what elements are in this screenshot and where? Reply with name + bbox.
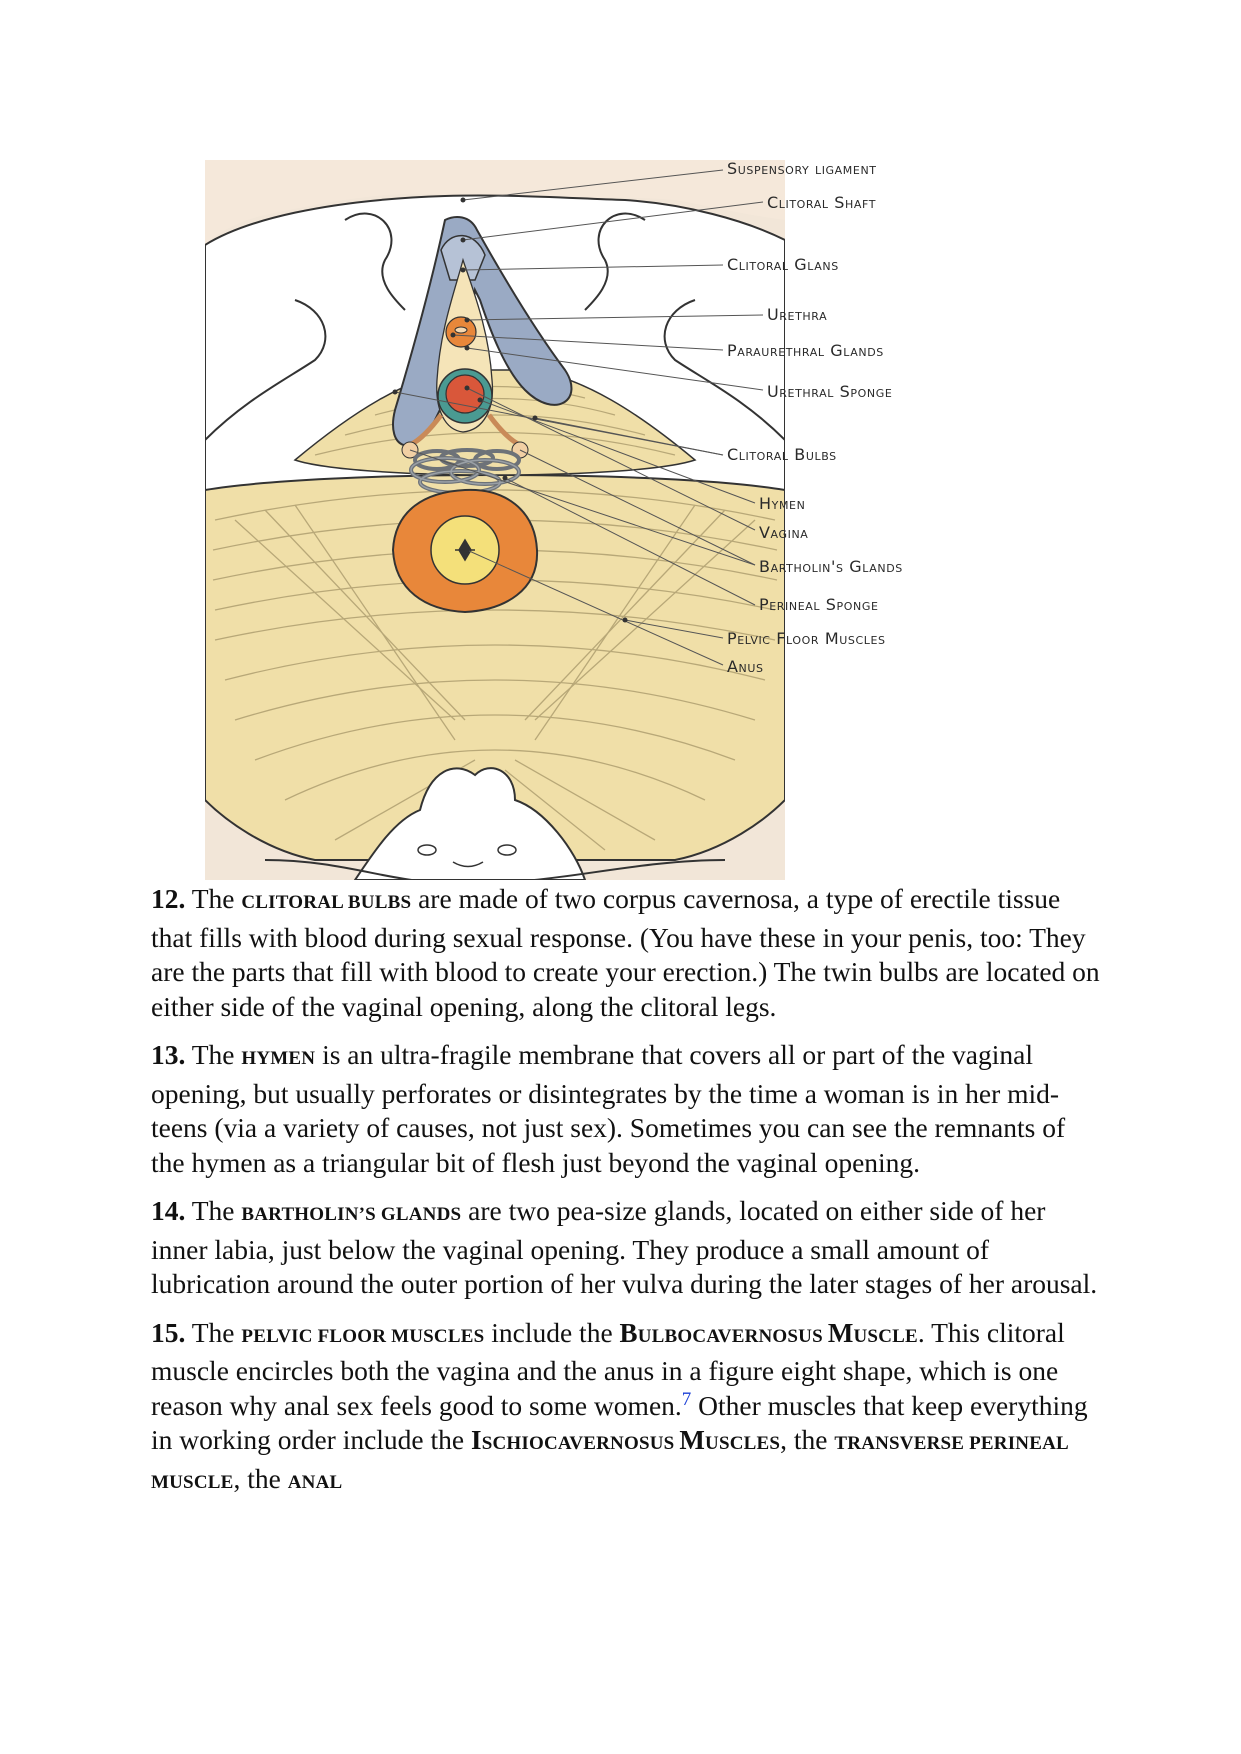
label-pelvic-floor-muscles: Pelvic Floor Muscles [727, 629, 886, 648]
label-urethra: Urethra [767, 305, 828, 324]
footnote-link[interactable]: 7 [681, 1388, 692, 1410]
label-bartholins-glands: Bartholin's Glands [759, 557, 903, 576]
text-run: The [185, 883, 242, 914]
term-bartholins-glands: BARTHOLIN’S GLANDS [241, 1204, 462, 1225]
text-run: are two pea-size glands, located on either side of her inner labia, just below the vaginal opening. They produce a small amount of lubrication around the outer portion of her vulva during the later stages of her arousal. [151, 1195, 1098, 1299]
text-run: Other muscles that keep everything in working order include the [151, 1389, 1088, 1455]
term-clitoral-bulbs: CLITORAL BULBS [241, 892, 412, 913]
term-initial: I [470, 1425, 482, 1455]
urethral-opening [455, 327, 467, 333]
item-number: 13. [151, 1039, 186, 1070]
text-run: include the [484, 1316, 620, 1348]
text-run: The [185, 1195, 242, 1226]
term-ischiocavernosus-muscles [470, 1425, 781, 1455]
label-perineal-sponge: Perineal Sponge [759, 595, 879, 614]
label-vagina: Vagina [759, 523, 809, 542]
term-pelvic-floor-muscles: PELVIC FLOOR MUSCLES [241, 1325, 485, 1347]
body-text [151, 882, 1101, 1514]
term-hymen: HYMEN [241, 1048, 316, 1069]
item-number: 15. [151, 1316, 186, 1348]
text-run: , the [233, 1462, 288, 1494]
anatomy-illustration [205, 160, 1065, 880]
term-transverse-perineal-muscle: TRANSVERSE PERINEAL MUSCLE [151, 1433, 1068, 1493]
paragraph-13 [151, 1038, 1101, 1180]
text-run: . This clitoral muscle encircles both the vagina and the anus in a figure eight shape, which is one reason why anal sex feels good to some women. [151, 1316, 1065, 1421]
term-initial: M [827, 1317, 854, 1348]
term-rest: USCLES [705, 1433, 781, 1454]
item-number: 12. [151, 883, 186, 914]
label-clitoral-bulbs: Clitoral Bulbs [727, 445, 837, 464]
term-initial: B [619, 1317, 638, 1348]
label-clitoral-shaft: Clitoral Shaft [767, 193, 877, 212]
label-clitoral-glans: Clitoral Glans [727, 255, 839, 274]
text-run: The [185, 1039, 242, 1070]
label-paraurethral-glands: Paraurethral Glands [727, 341, 884, 360]
term-initial: M [679, 1425, 706, 1455]
label-urethral-sponge: Urethral Sponge [767, 382, 893, 401]
paragraph-12 [151, 882, 1101, 1024]
label-hymen: Hymen [759, 494, 806, 513]
text-run: are made of two corpus cavernosa, a type of erectile tissue that fills with blood during sexual response. (You have these in your penis, too: They are the parts that fill with blood to create your erection.) The twin bulbs are located on either side of the vaginal opening, along the clitoral legs. [151, 883, 1100, 1022]
paragraph-15 [151, 1316, 1101, 1501]
term-rest: USCLE [853, 1325, 918, 1347]
term-bulbocavernosus-muscle [619, 1317, 918, 1348]
term-anal: ANAL [287, 1471, 343, 1493]
drawing [205, 160, 785, 880]
pelvic-anatomy-diagram [205, 160, 1065, 880]
label-anus: Anus [727, 657, 764, 676]
term-rest: ULBOCAVERNOSUS [637, 1325, 828, 1347]
label-suspensory-ligament: Suspensory ligament [727, 160, 877, 178]
text-run: is an ultra-fragile membrane that covers all or part of the vaginal opening, but usually perforates or disintegrates by the time a woman is in her mid-teens (via a variety of causes, not just sex). Sometimes you can see the remnants of the hymen as a triangular bit of flesh just beyond the vaginal opening. [151, 1039, 1066, 1178]
term-rest: SCHIOCAVERNOSUS [481, 1433, 680, 1454]
text-run: The [185, 1316, 242, 1348]
text-run: , the [780, 1424, 835, 1455]
item-number: 14. [151, 1195, 186, 1226]
paragraph-14 [151, 1194, 1101, 1302]
